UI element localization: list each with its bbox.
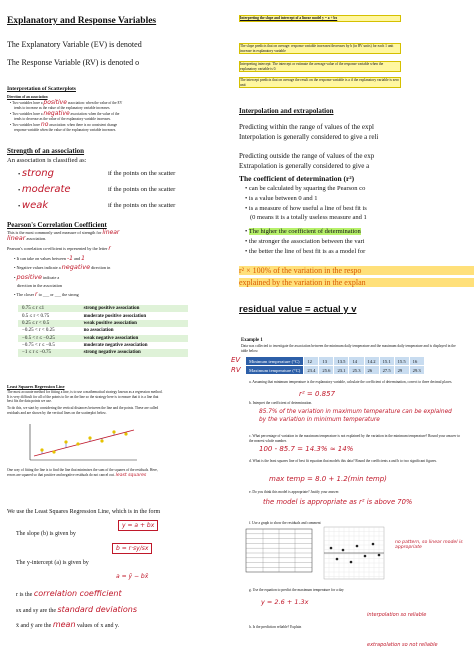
right-column (231, 0, 474, 669)
question-a: a. Assuming that minimum temperature is the explanatory variable, calculate the coefficient of determination, correct to three decimal places. (249, 380, 453, 384)
scatter-point (40, 448, 43, 451)
points-text-3: if the points on the scatter (108, 202, 176, 209)
direction-heading: Direction of an association (7, 95, 48, 99)
residual-point (336, 558, 339, 561)
can-take: • It can take on values between -1 and 1 (14, 255, 85, 262)
lsrl-heading: Least Squares Regression Line (7, 384, 65, 389)
bullet-none: • Two variables have no association: when there is no consistent change (10, 121, 118, 128)
value-cell: 23.1 (334, 366, 349, 375)
strong-row: • strong (18, 168, 54, 179)
residual-point (372, 543, 375, 546)
box-intercept-text: Interpreting intercept: The intercept or estimate the average value of the response variable when the explanatory variable is 0. (239, 61, 401, 72)
value-cell: 13.5 (334, 357, 349, 366)
association-cell: moderate negative association (83, 343, 148, 349)
question-g: g. Use the equation to predict the maximum temperature for a day (249, 588, 344, 592)
residual-point (364, 555, 367, 558)
table-row (18, 305, 188, 312)
higher-line: • The higher the coefficient of determination (245, 228, 361, 235)
value-cell: 29.3 (409, 366, 424, 375)
hw-means: mean (52, 620, 76, 629)
question-h: h. Is the prediction reliable? Explain (249, 625, 302, 629)
range-cell: 0.25 ≤ r < 0.5 (22, 320, 50, 326)
example-title: Example 1 (241, 338, 263, 343)
interp-line: Interpolation is generally considered to give a reli (239, 133, 379, 141)
question-c: c. What percentage of variation in the maximum temperature is not explained by the variation in the minimum temperature? Round your answer to the nearest whole number. (249, 434, 461, 443)
residual-comment: no pattern, so linear model is appropriate (395, 540, 463, 550)
association-cell: no association (83, 328, 114, 334)
bullet-negative-cont: tends to decrease as the value of the explanatory variable increases. (14, 117, 111, 121)
residual-plot (323, 526, 385, 580)
value-cell: 25.3 (349, 366, 364, 375)
table-row (18, 327, 188, 334)
value-cell: 16 (409, 357, 424, 366)
xbar-line: x̄ and ȳ are the mean values of x and y. (16, 620, 120, 629)
residual-point (356, 545, 359, 548)
hw-strong: strong (21, 168, 54, 179)
hw-eq: y = a + bx (118, 520, 158, 531)
coef-heading: The coefficient of determination (r²) (239, 174, 355, 183)
box-slope-title: Interpreting the slope and intercept of a linear model y = a + bx (239, 15, 401, 22)
scatter-point (112, 430, 115, 433)
page-title: Explanatory and Response Variables (7, 16, 157, 26)
points-text-1: if the points on the scatter (108, 170, 176, 177)
hw-none: no (40, 121, 49, 128)
range-cell: −1 ≤ r ≤ −0.75 (22, 350, 52, 356)
slope-text: The slope (b) is given by (16, 531, 76, 537)
hw-linear: linear (7, 234, 26, 242)
weak-row: • weak (18, 200, 49, 211)
coef-b1: • can be calculated by squaring the Pearson co (245, 185, 366, 192)
hw-weak: weak (21, 200, 49, 211)
better-line: • the better the line of best fit is as a model for (245, 248, 366, 255)
table-row (18, 335, 188, 342)
coef-b3: • is a measure of how useful a line of best fit is (245, 205, 367, 212)
residual-formula: residual value = actual y v (239, 304, 357, 315)
association-cell: moderate positive association (83, 313, 147, 319)
association-cell: strong negative association (83, 350, 141, 356)
scatter-point (52, 450, 55, 453)
use-lsrl: We use the Least Squares Regression Line, which is in the form (7, 509, 161, 515)
bullet-positive-cont: tends to increase as the value of the explanatory variable increases. (14, 106, 111, 110)
hw-negative: negative (43, 110, 70, 117)
lsrl-text-2: To do this, we start by considering the vertical distances between the line and the points. These are called residuals and are shown by the vertical lines on the scatterplot below. (7, 406, 159, 415)
value-cell: 14 (349, 357, 364, 366)
residual-point (342, 549, 345, 552)
answer-h-extra: extrapolation so not reliable (367, 642, 438, 648)
bullet-none-cont: response variable when the value of the explanatory variable increases. (14, 128, 117, 132)
r2-explained: explained by the variation in the explan (239, 278, 474, 287)
residual-point (350, 561, 353, 564)
value-cell: 14.2 (364, 357, 379, 366)
question-b: b. Interpret the coefficient of determination. (249, 401, 313, 405)
sx-sy: sx and sy are the standard deviations (16, 605, 138, 614)
hw-positive: positive (43, 99, 67, 106)
question-f: f. Use a graph to show the residuals and comment (249, 521, 321, 525)
scatter-point (88, 436, 91, 439)
table-row (246, 366, 425, 375)
range-cell: 0.5 ≤ r < 0.75 (22, 313, 50, 319)
coef-b2: • is a value between 0 and 1 (245, 195, 318, 202)
table-row (18, 342, 188, 349)
extrap-line: Extrapolation is generally considered to give a (239, 162, 370, 170)
residual-scatterplot (22, 422, 142, 464)
hw-slope-eq: b = r·sy/sx (112, 543, 152, 554)
answer-c: 100 - 85.7 = 14.3% ≈ 14% (259, 445, 354, 453)
predict-outside: Predicting outside the range of values of the exp (239, 152, 375, 160)
residual-point (378, 554, 381, 557)
scatter-point (124, 432, 127, 435)
answer-e: the model is appropriate as r² is above 70% (263, 498, 413, 506)
value-cell: 25.6 (319, 366, 334, 375)
answer-g: y = 2.6 + 1.3x (261, 598, 309, 606)
value-cell: 27.5 (379, 366, 394, 375)
question-e: e. Do you think this model is appropriate? Justify your answer. (249, 490, 340, 494)
row-label-cell: Maximum temperature (°C) (246, 366, 304, 375)
scatter-heading: Interpretation of Scatterplots (7, 86, 76, 92)
scatter-point (64, 440, 67, 443)
answer-a: r² = 0.857 (299, 390, 336, 398)
coef-b3b: (0 means it is a totally useless measure and 1 (250, 214, 367, 221)
pearson-intro-2: linear association. (7, 234, 47, 242)
example-text: Data was collected to investigate the association between the minimum daily temperature and the maximum daily temperature and is displayed in the table below. (241, 344, 456, 353)
residual-point (330, 547, 333, 550)
value-cell: 26 (364, 366, 379, 375)
association-cell: weak negative association (83, 335, 139, 341)
scatter-point (76, 442, 79, 445)
association-cell: strong positive association (83, 306, 140, 312)
question-d: d. What is the least squares line of best fit equation that models this data? Round the coefficients a and b to two significant figures. (249, 459, 437, 463)
temperature-table (245, 356, 425, 375)
value-cell: 15.5 (394, 357, 409, 366)
ev-line: The Explanatory Variable (EV) is denoted (7, 40, 142, 49)
lsrl-text: The most accurate method for fitting a line, is to use a mathematical strategy known as a regression method. It is very difficult for all of the points to lie on the line so the strategy here is to ensure that it is a line that best fits the data points we use. (7, 390, 163, 404)
closer-line: • The closer r to ___ or ___ the strong (14, 291, 79, 298)
scatter-point (100, 439, 103, 442)
box-intercept-predict: The intercept predicts that on average the result on the response variable is a if the explanatory variable is zero unit (239, 77, 401, 88)
table-row (18, 349, 188, 356)
range-cell: −0.25 < r < 0.25 (22, 328, 55, 334)
association-cell: weak positive association (83, 320, 137, 326)
answer-h: interpolation so reliable (367, 612, 427, 618)
hw-std: standard deviations (57, 605, 138, 614)
lsrl-text-3: One way of fitting the line is to find the line that minimises the sum of the squares of the residuals. Here, errors are squared so that positive and negative residuals do not cancel out. least squares (7, 468, 158, 478)
table-row (246, 357, 425, 366)
direction-in-2: direction in the association (17, 283, 63, 288)
box-slope-text: The slope predicts that on average: response variable increases/decreases by b (in RV units) for each 1 unit increase in explanatory variable (239, 43, 401, 54)
table-row (18, 312, 188, 319)
row-label-cell: Minimum temperature (°C) (246, 357, 304, 366)
pearson-heading: Pearson's Correlation Coefficient (7, 221, 107, 229)
points-text-2: if the points on the scatter (108, 186, 176, 193)
correlation-table (18, 305, 188, 357)
positive-values: • positive indicate a (14, 273, 60, 281)
rv-label: RV (231, 366, 241, 374)
strength-intro: An association is classified as: (7, 157, 87, 164)
value-cell: 12 (304, 357, 319, 366)
value-cell: 13 (319, 357, 334, 366)
hw-corr: correlation coefficient (33, 589, 122, 598)
intercept-text: The y-intercept (a) is given by (16, 560, 89, 566)
answer-b: 85.7% of the variation in maximum temperature can be explained by the variation in minimum temperature (259, 409, 452, 423)
moderate-row: • moderate (18, 184, 71, 195)
range-cell: −0.75 < r ≤ −0.5 (22, 343, 55, 349)
hw-moderate: moderate (21, 184, 71, 195)
r2-statement: r² × 100% of the variation in the respo (239, 266, 474, 275)
negative-values: • Negative values indicate a negative direction in (14, 263, 111, 271)
value-cell: 23.4 (304, 366, 319, 375)
stronger-line: • the stronger the association between the vari (245, 238, 365, 245)
strength-heading: Strength of an association (7, 147, 85, 155)
range-cell: 0.75 ≤ r ≤1 (22, 306, 45, 312)
answer-d: max temp = 8.0 + 1.2(min temp) (269, 475, 387, 483)
pearson-def: Pearson's correlation co-efficient is represented by the letter r (7, 245, 111, 252)
hw-int-eq: a = ȳ − bx̄ (116, 573, 149, 580)
bullet-negative: • Two variables have a negative association: when the value of the (10, 110, 120, 117)
value-cell: 29 (394, 366, 409, 375)
residual-data-table (245, 528, 315, 574)
pearson-intro: This is the most commonly used measure of strength for linear (7, 229, 120, 236)
value-cell: 15.1 (379, 357, 394, 366)
rv-line: The Response Variable (RV) is denoted o (7, 58, 140, 67)
range-cell: −0.5 < r ≤ −0.25 (22, 335, 55, 341)
r-is: r is the correlation coefficient (16, 589, 122, 598)
ev-label: EV (231, 356, 241, 364)
table-row (18, 320, 188, 327)
predict-within: Predicting within the range of values of the expl (239, 123, 374, 131)
bullet-positive: • Two variables have a positive association: when the value of the EV (10, 99, 123, 106)
interp-heading: Interpolation and extrapolation (239, 107, 334, 115)
